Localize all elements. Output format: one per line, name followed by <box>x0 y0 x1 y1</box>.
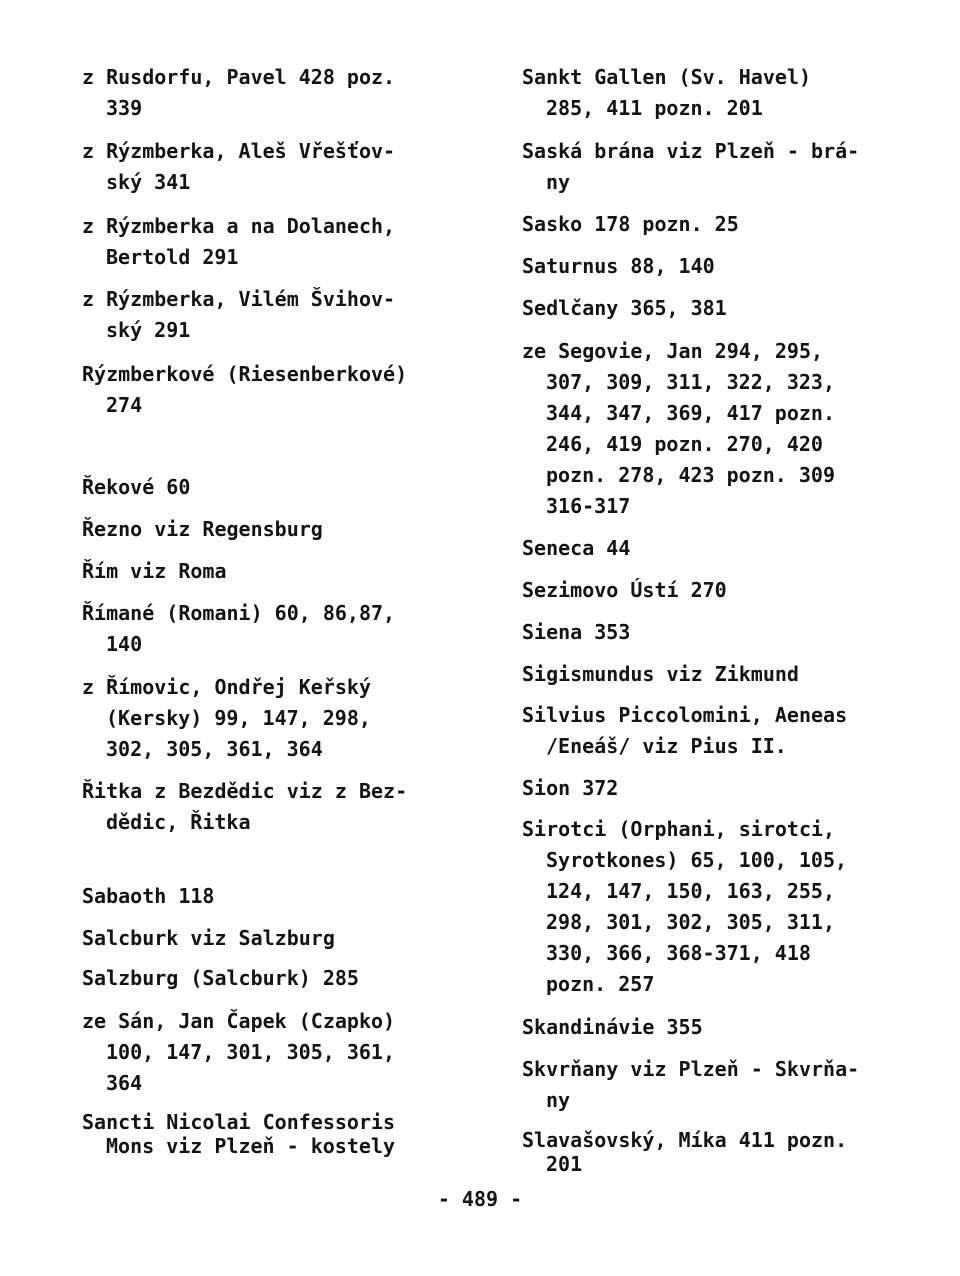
index-entry <box>82 136 462 198</box>
entry-line: Seneca 44 <box>522 536 631 560</box>
entry-line: Řím viz Roma <box>82 559 227 583</box>
page-number: - 489 - <box>437 1187 523 1211</box>
index-entry <box>522 251 902 282</box>
index-entry <box>82 672 462 765</box>
entry-line: ny <box>546 170 571 194</box>
index-entry <box>522 659 902 690</box>
entry-line: 140 <box>106 632 143 656</box>
entry-line: Salcburk viz Salzburg <box>82 926 335 950</box>
index-entry <box>522 700 902 762</box>
index-entry <box>522 293 902 324</box>
entry-line: 246, 419 pozn. 270, 420 <box>546 432 823 456</box>
entry-line: z Rýzmberka, Vilém Švihov- <box>82 287 396 311</box>
entry-line: pozn. 278, 423 pozn. 309 <box>546 463 835 487</box>
entry-line: ze Segovie, Jan 294, 295, <box>522 339 824 363</box>
entry-line: ský 341 <box>106 170 191 194</box>
index-entry <box>82 472 462 503</box>
index-entry <box>522 209 902 240</box>
entry-line: Řekové 60 <box>82 475 191 499</box>
index-entry <box>82 514 462 545</box>
entry-line: Bertold 291 <box>106 245 239 269</box>
entry-line: ze Sán, Jan Čapek (Czapko) <box>82 1009 396 1033</box>
index-entry <box>82 776 462 838</box>
entry-line: Skandinávie 355 <box>522 1015 703 1039</box>
entry-line: 201 <box>546 1152 583 1176</box>
index-entry <box>522 1128 902 1176</box>
entry-line: Sezimovo Ústí 270 <box>522 578 727 602</box>
entry-line: Saturnus 88, 140 <box>522 254 715 278</box>
index-entry <box>82 556 462 587</box>
entry-line: Řezno viz Regensburg <box>82 517 323 541</box>
entry-line: Sirotci (Orphani, sirotci, <box>522 817 836 841</box>
entry-line: 100, 147, 301, 305, 361, <box>106 1040 395 1064</box>
index-entry <box>82 359 462 421</box>
index-entry <box>522 533 902 564</box>
index-entry <box>522 575 902 606</box>
index-entry <box>522 773 902 804</box>
entry-line: Silvius Piccolomini, Aeneas <box>522 703 848 727</box>
entry-line: 124, 147, 150, 163, 255, <box>546 879 835 903</box>
index-entry <box>82 923 462 954</box>
entry-line: Syrotkones) 65, 100, 105, <box>546 848 848 872</box>
entry-line: 285, 411 pozn. 201 <box>546 96 763 120</box>
index-entry <box>522 136 902 198</box>
index-entry <box>82 284 462 346</box>
entry-line: Římané (Romani) 60, 86,87, <box>82 601 396 625</box>
entry-line: z Rýzmberka, Aleš Vřešťov- <box>82 139 396 163</box>
entry-line: Skvrňany viz Plzeň - Skvrňa- <box>522 1057 860 1081</box>
index-entry <box>522 1054 902 1116</box>
index-entry <box>82 211 462 273</box>
index-entry <box>522 62 902 124</box>
entry-line: Sion 372 <box>522 776 619 800</box>
entry-line: 339 <box>106 96 143 120</box>
entry-line: Slavašovský, Míka 411 pozn. <box>522 1128 848 1152</box>
entry-line: ny <box>546 1088 571 1112</box>
entry-line: 274 <box>106 393 143 417</box>
index-entry <box>82 881 462 912</box>
entry-line: 364 <box>106 1071 143 1095</box>
entry-line: /Eneáš/ viz Pius II. <box>546 734 787 758</box>
entry-line: Saská brána viz Plzeň - brá- <box>522 139 860 163</box>
index-entry <box>522 617 902 648</box>
entry-line: Siena 353 <box>522 620 631 644</box>
entry-line: Salzburg (Salcburk) 285 <box>82 966 359 990</box>
index-entry <box>82 1006 462 1099</box>
entry-line: z Římovic, Ondřej Keřský <box>82 675 371 699</box>
entry-line: 307, 309, 311, 322, 323, <box>546 370 835 394</box>
index-entry <box>82 1110 462 1158</box>
entry-line: Rýzmberkové (Riesenberkové) <box>82 362 408 386</box>
entry-line: Sasko 178 pozn. 25 <box>522 212 739 236</box>
entry-line: Sankt Gallen (Sv. Havel) <box>522 65 811 89</box>
entry-line: dědic, Řitka <box>106 810 251 834</box>
index-entry <box>522 814 902 1000</box>
entry-line: Sigismundus viz Zikmund <box>522 662 799 686</box>
entry-line: 330, 366, 368-371, 418 <box>546 941 811 965</box>
entry-line: Mons viz Plzeň - kostely <box>106 1134 395 1158</box>
entry-line: 298, 301, 302, 305, 311, <box>546 910 835 934</box>
entry-line: Řitka z Bezdědic viz z Bez- <box>82 779 408 803</box>
index-entry <box>82 62 462 124</box>
entry-line: z Rýzmberka a na Dolanech, <box>82 214 396 238</box>
entry-line: 344, 347, 369, 417 pozn. <box>546 401 835 425</box>
entry-line: ský 291 <box>106 318 191 342</box>
entry-line: Sedlčany 365, 381 <box>522 296 727 320</box>
entry-line: Sancti Nicolai Confessoris <box>82 1110 396 1134</box>
entry-line: 316-317 <box>546 494 631 518</box>
index-entry <box>522 336 902 522</box>
index-entry <box>82 598 462 660</box>
entry-line: 302, 305, 361, 364 <box>106 737 323 761</box>
index-entry <box>522 1012 902 1043</box>
entry-line: z Rusdorfu, Pavel 428 poz. <box>82 65 396 89</box>
entry-line: (Kersky) 99, 147, 298, <box>106 706 371 730</box>
entry-line: pozn. 257 <box>546 972 655 996</box>
index-entry <box>82 963 462 994</box>
entry-line: Sabaoth 118 <box>82 884 215 908</box>
